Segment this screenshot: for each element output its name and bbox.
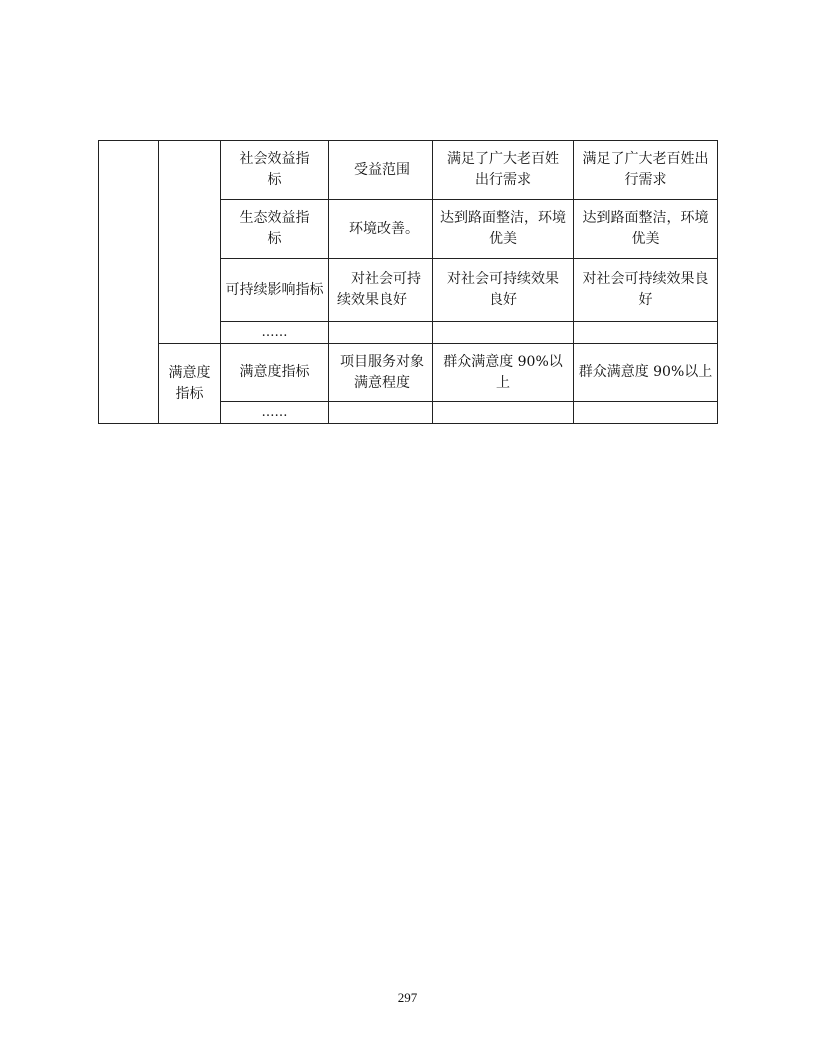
table-cell-content	[329, 322, 433, 344]
table-cell-target	[433, 322, 574, 344]
table-cell-actual: 满足了广大老百姓出行需求	[574, 141, 718, 200]
table-cell-content: 环境改善。	[329, 200, 433, 259]
table-cell-level2	[159, 141, 221, 344]
table-cell-content: 对社会可持续效果良好	[329, 259, 433, 322]
table-cell-actual	[574, 402, 718, 424]
table-cell-indicator: 生态效益指标	[221, 200, 329, 259]
table-cell-actual: 群众满意度 90%以上	[574, 344, 718, 402]
table-cell-actual: 达到路面整洁，环境优美	[574, 200, 718, 259]
table-cell-level2: 满意度指标	[159, 344, 221, 424]
table-cell-indicator: ……	[221, 402, 329, 424]
table-cell-content: 项目服务对象满意程度	[329, 344, 433, 402]
table-cell-level1	[99, 141, 159, 424]
table-cell-content	[329, 402, 433, 424]
table-cell-target: 对社会可持续效果良好	[433, 259, 574, 322]
table-cell-target: 满足了广大老百姓出行需求	[433, 141, 574, 200]
page-number: 297	[397, 990, 418, 1005]
table-cell-indicator: ……	[221, 322, 329, 344]
performance-indicator-table	[98, 140, 718, 424]
table-cell-target	[433, 402, 574, 424]
table-cell-actual	[574, 322, 718, 344]
table-cell-indicator: 可持续影响指标	[221, 259, 329, 322]
table-row	[99, 344, 718, 402]
table-cell-content: 受益范围	[329, 141, 433, 200]
table-row	[99, 141, 718, 200]
table-cell-actual: 对社会可持续效果良好	[574, 259, 718, 322]
table-cell-indicator: 社会效益指标	[221, 141, 329, 200]
table-cell-target: 群众满意度 90%以上	[433, 344, 574, 402]
table-cell-indicator: 满意度指标	[221, 344, 329, 402]
table-cell-target: 达到路面整洁，环境优美	[433, 200, 574, 259]
